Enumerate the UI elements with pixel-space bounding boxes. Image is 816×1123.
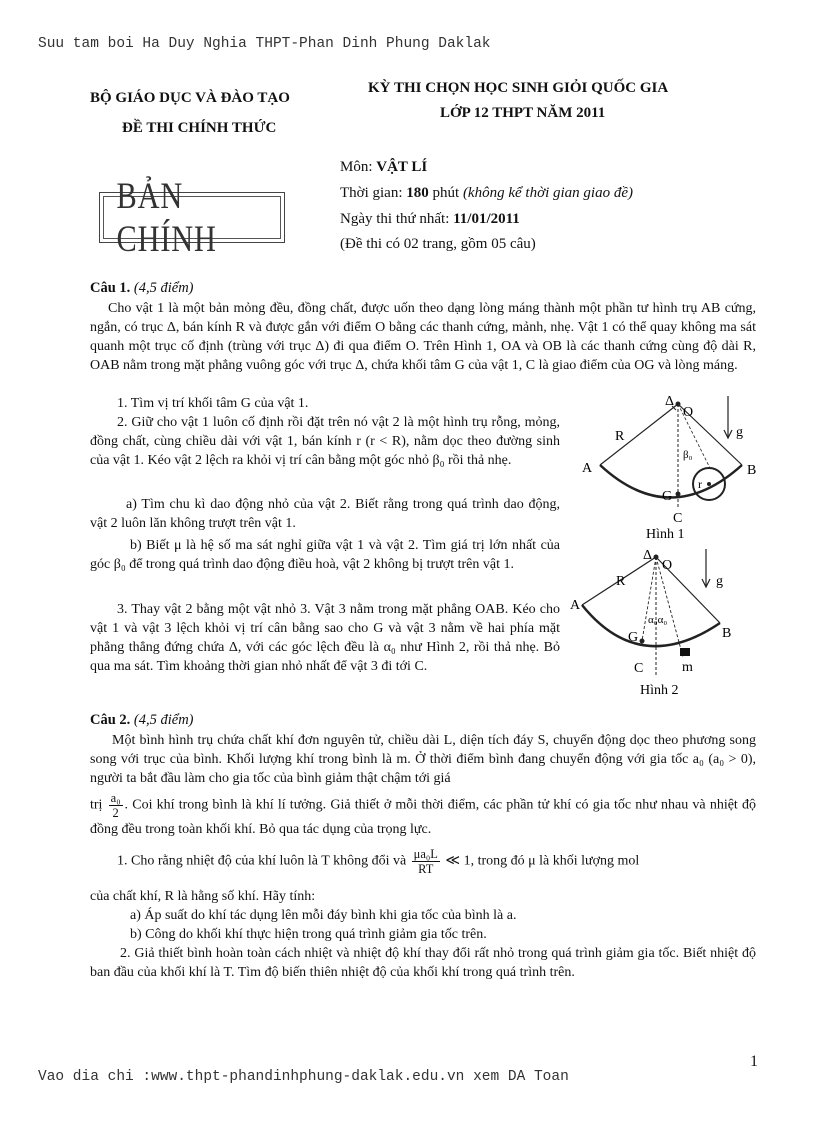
time-note: (không kể thời gian giao đề): [462, 185, 633, 201]
q1-heading: [90, 280, 194, 297]
date-label: Ngày thi thứ nhất:: [340, 211, 454, 227]
label-c: C: [634, 661, 644, 676]
label-a: A: [570, 598, 581, 613]
pages-note: (Đề thi có 02 trang, gồm 05 câu): [340, 236, 536, 252]
footer-note: Vao dia chi :www.thpt-phandinhphung-daklak.edu.vn xem DA Toan: [38, 1069, 569, 1085]
figure-2: [570, 545, 770, 700]
label-r: R: [616, 574, 626, 589]
label-m: m: [682, 660, 693, 675]
q2-title: Câu 2.: [90, 712, 131, 728]
fraction-a0-over-2: [109, 791, 123, 820]
time-value: 180: [406, 185, 429, 201]
label-r-small: r: [698, 477, 702, 491]
q1-part2: 2. Giữ cho vật 1 luôn cố định rồi đặt trên nó vật 2 là một hình trụ rỗng, mỏng, đồng chất, cùng chiều dài với vật 1, bán kính r (r < R), nằm dọc theo đường sinh của vật 1. Kéo vật 2 lệch ra khỏi vị trí cân bằng một góc nhỏ β₀ rồi thả nhẹ.: [90, 415, 560, 468]
q2-intro-continued: [90, 791, 756, 840]
q1-points: (4,5 điểm): [130, 280, 194, 296]
q1-part2b: b) Biết μ là hệ số ma sát nghỉ giữa vật 1 và vật 2. Tìm giá trị lớn nhất của góc β₀ để trong quá trình dao động điều hoà, vật 2 không bị trượt trên vật 1.: [90, 538, 560, 572]
q2-intro: Một bình hình trụ chứa chất khí đơn nguyên tử, chiều dài L, diện tích đáy S, chuyển động dọc theo phương song song với trục của bình. Khối lượng khí trong bình là m. Ở thời điểm bình đang chuyển động với gia tốc a₀ (a₀ > 0), người ta bắt đầu làm cho gia tốc của bình giảm thật chậm tới giá: [90, 733, 756, 786]
q2-part1b: b) Công do khối khí thực hiện trong quá trình giảm gia tốc trên.: [130, 927, 487, 942]
label-g-vector: g: [716, 574, 723, 589]
time-label: Thời gian:: [340, 185, 407, 201]
label-g-vector: g: [736, 425, 743, 440]
exam-title-line1: KỲ THI CHỌN HỌC SINH GIỎI QUỐC GIA: [368, 80, 669, 96]
fig1-caption: Hình 1: [646, 527, 685, 542]
fig2-caption: Hình 2: [640, 683, 679, 698]
label-c: C: [673, 511, 683, 526]
label-r-big: R: [615, 429, 625, 444]
center-g: [676, 492, 681, 497]
label-o: O: [662, 558, 673, 573]
label-b: B: [722, 626, 732, 641]
q2-part1-cond: ≪ 1, trong đó μ là khối lượng mol: [445, 853, 640, 869]
q2-part2: 2. Giả thiết bình hoàn toàn cách nhiệt và nhiệt độ khí thay đổi rất nhỏ trong quá trình giảm gia tốc. Biết nhiệt độ ban đầu của khối khí là T. Tìm độ biến thiên nhiệt độ của khối khí trong quá trình trên.: [90, 946, 756, 980]
official-copy-stamp: [99, 175, 285, 260]
q2-part1a: a) Áp suất do khí tác dụng lên mỗi đáy bình khi gia tốc của bình là a.: [130, 908, 517, 923]
q1-part2a: a) Tìm chu kì dao động nhỏ của vật 2. Biết rằng trong quá trình dao động, vật 2 luôn lăn không trượt trên vật 1.: [90, 497, 560, 531]
fraction-condition: [412, 847, 440, 876]
page-number: 1: [750, 1053, 758, 1070]
q2-heading: [90, 712, 194, 729]
q2-part1-start: 1. Cho rằng nhiệt độ của khí luôn là T không đổi và: [117, 853, 407, 869]
q2-tri: trị: [90, 797, 103, 813]
label-a: A: [582, 461, 593, 476]
frac-num: a₀: [110, 791, 121, 805]
exam-time: [340, 185, 633, 202]
frac-den: RT: [418, 862, 434, 876]
subject-value: VẬT LÍ: [376, 159, 428, 175]
rod-oa: [600, 404, 678, 465]
label-g: G: [662, 489, 673, 504]
label-beta: β₀: [683, 449, 693, 461]
official-exam-label: ĐỀ THI CHÍNH THỨC: [122, 120, 277, 136]
header-note: Suu tam boi Ha Duy Nghia THPT-Phan Dinh Phung Daklak: [38, 36, 491, 52]
frac-num: μa₀L: [413, 847, 438, 861]
stamp-text: BẢN CHÍNH: [116, 175, 217, 260]
time-unit: phút: [428, 185, 463, 201]
exam-title-line2: LỚP 12 THPT NĂM 2011: [440, 105, 606, 121]
q1-title: Câu 1.: [90, 280, 131, 296]
cylinder-center: [707, 482, 711, 486]
center-g: [640, 639, 645, 644]
ministry-name: BỘ GIÁO DỤC VÀ ĐÀO TẠO: [90, 90, 290, 106]
date-value: 11/01/2011: [453, 211, 520, 227]
label-b: B: [747, 463, 757, 478]
pivot-o: [676, 402, 681, 407]
frac-den: 2: [112, 806, 119, 820]
label-delta: Δ: [643, 548, 653, 563]
q1-part1: 1. Tìm vị trí khối tâm G của vật 1.: [117, 396, 309, 411]
label-g: G: [628, 630, 639, 645]
exam-date: [340, 211, 520, 228]
label-o: O: [683, 405, 694, 420]
label-alpha: α₀α₀: [648, 614, 668, 626]
pivot-o: [654, 555, 659, 560]
q1-intro: Cho vật 1 là một bản mỏng đều, đồng chất, được uốn theo dạng lòng máng thành một phần tư hình trụ AB cứng, ngắn, có trục Δ, bán kính R và được gắn với điểm O bằng các thanh cứng, mảnh, nhẹ. Vật 1 có thể quay không ma sát quanh một trục cố định (trùng với trục Δ) đi qua điểm O. Trên Hình 1, OA và OB là các thanh cứng cùng độ dài R, OAB nằm trong mặt phẳng vuông góc với trục Δ, chứa khối tâm G của vật 1, C là giao điểm của OG và lòng máng.: [90, 301, 756, 373]
q1-part3: 3. Thay vật 2 bằng một vật nhỏ 3. Vật 3 nằm trong mặt phẳng OAB. Kéo cho vật 1 và vật 3 lệch khỏi vị trí cân bằng sao cho G và vật 3 nằm về hai phía mặt phẳng thẳng đứng chứa Δ, với các góc lệch đều là α₀ như Hình 2, rồi thả nhẹ. Bỏ qua ma sát. Tìm khoảng thời gian nhỏ nhất để vật 3 đi tới C.: [90, 602, 560, 674]
exam-subject: [340, 159, 427, 176]
label-delta: Δ: [665, 394, 675, 409]
subject-label: Môn:: [340, 159, 377, 175]
q2-part1-line: [117, 847, 757, 876]
q2-points: (4,5 điểm): [130, 712, 194, 728]
figure-1: [570, 390, 770, 542]
q2-intro-end: . Coi khí trong bình là khí lí tưởng. Giả thiết ở mỗi thời điểm, các phần tử khí có gia tốc như nhau và nhiệt độ đồng đều trong toàn khối khí. Bỏ qua tác dụng của trọng lực.: [90, 797, 757, 837]
small-mass: [680, 648, 690, 656]
og-line: [642, 557, 656, 641]
q2-part1-end: của chất khí, R là hằng số khí. Hãy tính:: [90, 889, 316, 904]
